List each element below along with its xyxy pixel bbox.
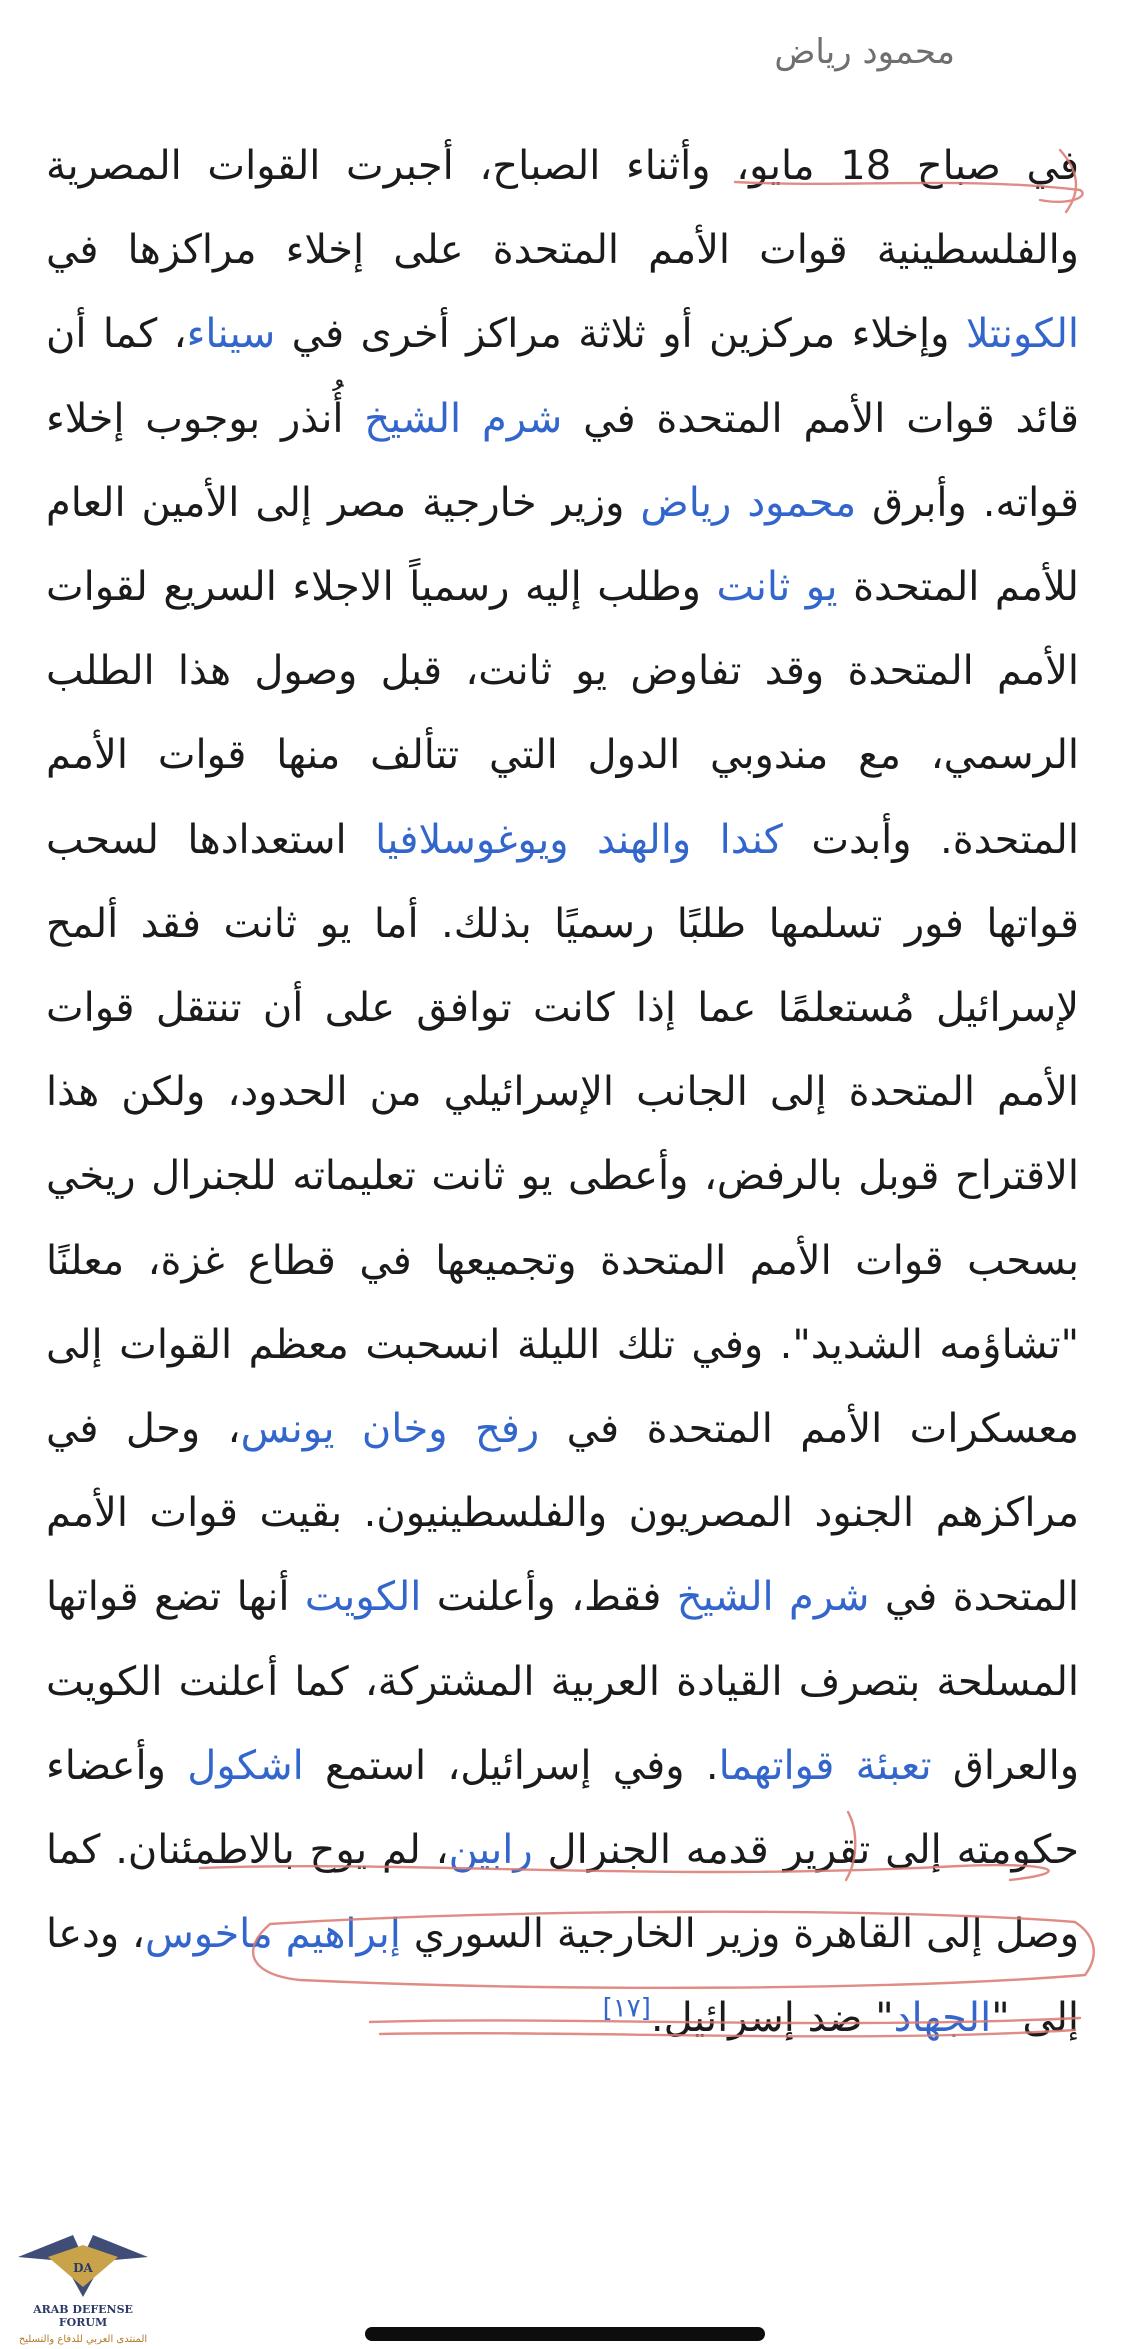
link-kuntilla[interactable]: الكونتلا <box>965 311 1079 358</box>
forum-watermark-logo <box>8 2227 158 2347</box>
link-india[interactable]: والهند <box>597 816 692 863</box>
article-text: " ضد إسرائيل. <box>650 1995 894 2042</box>
article-text: في صباح 18 مايو، وأثناء الصباح، أجبرت القوات المصرية والفلسطينية قوات الأمم المتحدة على إخلاء مراكزها في <box>46 143 1079 274</box>
link-eshkol[interactable]: اشكول <box>187 1742 304 1789</box>
svg-text:DA: DA <box>73 2261 93 2275</box>
home-indicator-bar[interactable] <box>365 2327 765 2341</box>
article-text: وزير خارجية مصر إلى الأمين العام للأمم المتحدة <box>46 479 1079 611</box>
article-text <box>691 817 719 863</box>
article-text: ، ودعا إلى " <box>46 1911 1079 2042</box>
article-text: وأعضاء حكومته إلى تقرير قدمه الجنرال <box>46 1742 1080 1874</box>
article-text: فقط، وأعلنت <box>421 1574 677 1621</box>
link-sharm-el-sheikh-2[interactable]: شرم الشيخ <box>676 1574 870 1621</box>
link-mobilization[interactable]: تعبئة قواتهما <box>718 1742 932 1789</box>
link-khan-yunis[interactable]: وخان يونس <box>240 1406 448 1453</box>
caption-author-name: محمود رياض <box>774 32 955 72</box>
article-text: أُنذر بوجوب إخلاء قواته. وأبرق <box>46 395 1080 526</box>
link-mahmoud-riad[interactable]: محمود رياض <box>640 479 857 526</box>
logo-name-ar: المنتدى العربي للدفاع والتسليح <box>18 2334 148 2345</box>
link-u-thant[interactable]: يو ثانت <box>716 564 838 611</box>
article-text: استعدادها لسحب قواتها فور تسلمها طلبًا رسميًا بذلك. أما يو ثانت فقد ألمح لإسرائيل مُستعلمًا عما إذا كانت توافق على أن تنتقل قوات الأمم المتحدة إلى الجانب الإسرائيلي من الحدود، ولكن هذا الاقتراح قوبل بالرفض، وأعطى يو ثانت تعليماته للجنرال ريخي بسحب قوات الأمم المتحدة وتجميعها في قطاع غزة، معلنًا "تشاؤمه الشديد". وفي تلك الليلة انسحبت معظم القوات إلى معسكرات الأمم المتحدة في <box>46 816 1080 1453</box>
link-rabin[interactable]: رابين <box>448 1827 533 1874</box>
link-jihad[interactable]: الجهاد <box>893 1995 992 2042</box>
link-yugoslavia[interactable]: ويوغوسلافيا <box>375 816 569 863</box>
article-text: . وفي إسرائيل، استمع <box>303 1742 719 1789</box>
article-text: ، لم يوح بالاطمئنان. كما وصل إلى القاهرة وزير الخارجية السوري <box>46 1827 1080 1958</box>
link-rafah[interactable]: رفح <box>474 1406 540 1453</box>
link-sinai[interactable]: سيناء <box>186 311 276 358</box>
link-kuwait[interactable]: الكويت <box>304 1574 422 1621</box>
article-text: أنها تضع قواتها المسلحة بتصرف القيادة العربية المشتركة، كما أعلنت الكويت والعراق <box>46 1574 1080 1789</box>
logo-name-en: ARAB DEFENSE FORUM <box>33 2303 133 2329</box>
link-ibrahim-makhous[interactable]: إبراهيم ماخوس <box>144 1911 401 1958</box>
article-text <box>569 817 597 863</box>
article-text: وإخلاء مركزين أو ثلاثة مراكز أخرى في <box>275 311 966 358</box>
link-sharm-el-sheikh[interactable]: شرم الشيخ <box>364 395 563 442</box>
article-text: ، كما أن قائد قوات الأمم المتحدة في <box>46 311 1079 442</box>
article-body <box>46 124 1079 2061</box>
article-text: ، وحل في مراكزهم الجنود المصريون والفلسطينيون. بقيت قوات الأمم المتحدة في <box>46 1406 1079 1621</box>
link-canada[interactable]: كندا <box>719 816 783 863</box>
article-text: وطلب إليه رسمياً الاجلاء السريع لقوات الأمم المتحدة وقد تفاوض يو ثانت، قبل وصول هذا الطلب الرسمي، مع مندوبي الدول التي تتألف منها قوات الأمم المتحدة. وأبدت <box>46 564 1079 863</box>
article-text <box>448 1406 475 1452</box>
reference-link[interactable]: [١٧] <box>602 1994 651 2025</box>
